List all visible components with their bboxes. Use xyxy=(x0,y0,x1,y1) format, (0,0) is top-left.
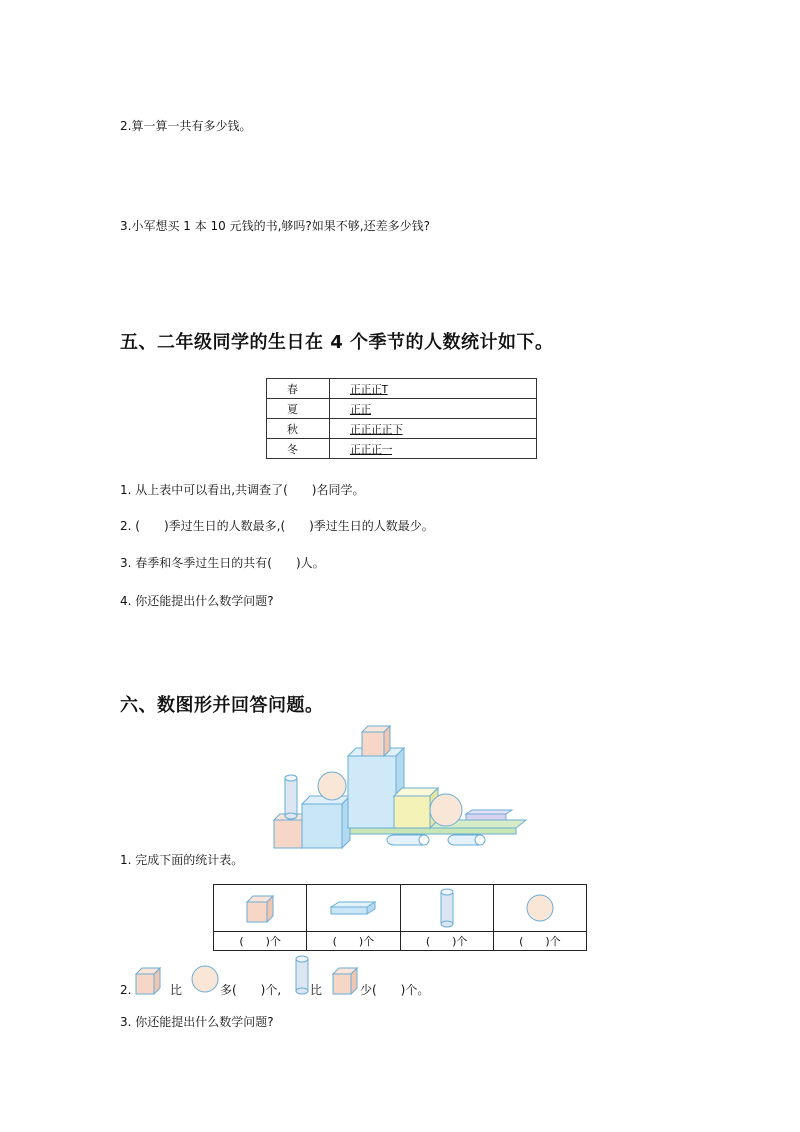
stacked-shapes-illustration xyxy=(270,722,532,852)
sphere-icon xyxy=(190,964,220,994)
cube-icon xyxy=(330,966,360,996)
sphere-shape xyxy=(318,772,346,800)
count-cell: ( )个 xyxy=(493,932,586,951)
cuboid-cell xyxy=(307,885,400,932)
season-cell: 夏 xyxy=(267,399,330,419)
s6-q2-bi-1: 比 xyxy=(170,983,183,997)
cube-cell xyxy=(214,885,307,932)
cylinder-icon xyxy=(439,888,455,928)
s6-q2-prefix: 2. xyxy=(120,983,132,997)
s6-q2-bi-2: 比 xyxy=(310,983,323,997)
season-cell: 冬 xyxy=(267,439,330,459)
question-3-book: 3.小军想买 1 本 10 元钱的书,够吗?如果不够,还差多少钱? xyxy=(120,219,430,233)
section-6-title: 六、数图形并回答问题。 xyxy=(120,695,324,716)
season-cell: 春 xyxy=(267,379,330,399)
cylinder-cell xyxy=(400,885,493,932)
sphere-cell xyxy=(493,885,586,932)
table-row xyxy=(267,399,537,419)
tally-cell: 正正正一 xyxy=(330,439,537,459)
sphere-shape xyxy=(430,794,462,826)
cube-shape xyxy=(274,820,302,848)
table-row xyxy=(267,379,537,399)
cube-icon xyxy=(133,966,163,996)
table-row xyxy=(214,885,587,932)
count-cell: ( )个 xyxy=(307,932,400,951)
s5-question-3: 3. 春季和冬季过生日的共有( )人。 xyxy=(120,556,325,570)
s6-question-1: 1. 完成下面的统计表。 xyxy=(120,853,244,867)
cuboid-shape xyxy=(466,814,506,820)
tally-cell: 正正 xyxy=(330,399,537,419)
tally-cell: 正正正正下 xyxy=(330,419,537,439)
count-cell: ( )个 xyxy=(400,932,493,951)
roller-shape xyxy=(419,835,429,845)
question-2-money: 2.算一算一共有多少钱。 xyxy=(120,119,252,133)
tally-cell: 正正正T xyxy=(330,379,537,399)
table-row xyxy=(214,932,587,951)
season-cell: 秋 xyxy=(267,419,330,439)
s5-question-2: 2. ( )季过生日的人数最多,( )季过生日的人数最少。 xyxy=(120,519,434,533)
cylinder-icon xyxy=(294,955,310,995)
s6-question-3: 3. 你还能提出什么数学问题? xyxy=(120,1015,274,1029)
s6-q2-duo: 多( )个, xyxy=(220,983,282,997)
section-5-title: 五、二年级同学的生日在 4 个季节的人数统计如下。 xyxy=(120,332,554,353)
table-row xyxy=(267,419,537,439)
cube-shape xyxy=(302,804,342,848)
cuboid-shape xyxy=(466,810,512,814)
cuboid-icon xyxy=(329,900,377,916)
cube-icon xyxy=(243,893,277,923)
cylinder-shape xyxy=(285,778,297,816)
s5-question-1: 1. 从上表中可以看出,共调查了( )名同学。 xyxy=(120,483,365,497)
s5-question-4: 4. 你还能提出什么数学问题? xyxy=(120,594,274,608)
table-row xyxy=(267,439,537,459)
cuboid-shape xyxy=(348,756,396,828)
shape-count-table xyxy=(213,884,587,951)
cube-shape xyxy=(362,732,384,756)
sphere-icon xyxy=(525,893,555,923)
count-cell: ( )个 xyxy=(214,932,307,951)
plate-front xyxy=(344,828,516,834)
birthday-tally-table xyxy=(266,378,537,459)
cube-shape xyxy=(394,796,430,828)
s6-q2-shao: 少( )个。 xyxy=(360,983,430,997)
